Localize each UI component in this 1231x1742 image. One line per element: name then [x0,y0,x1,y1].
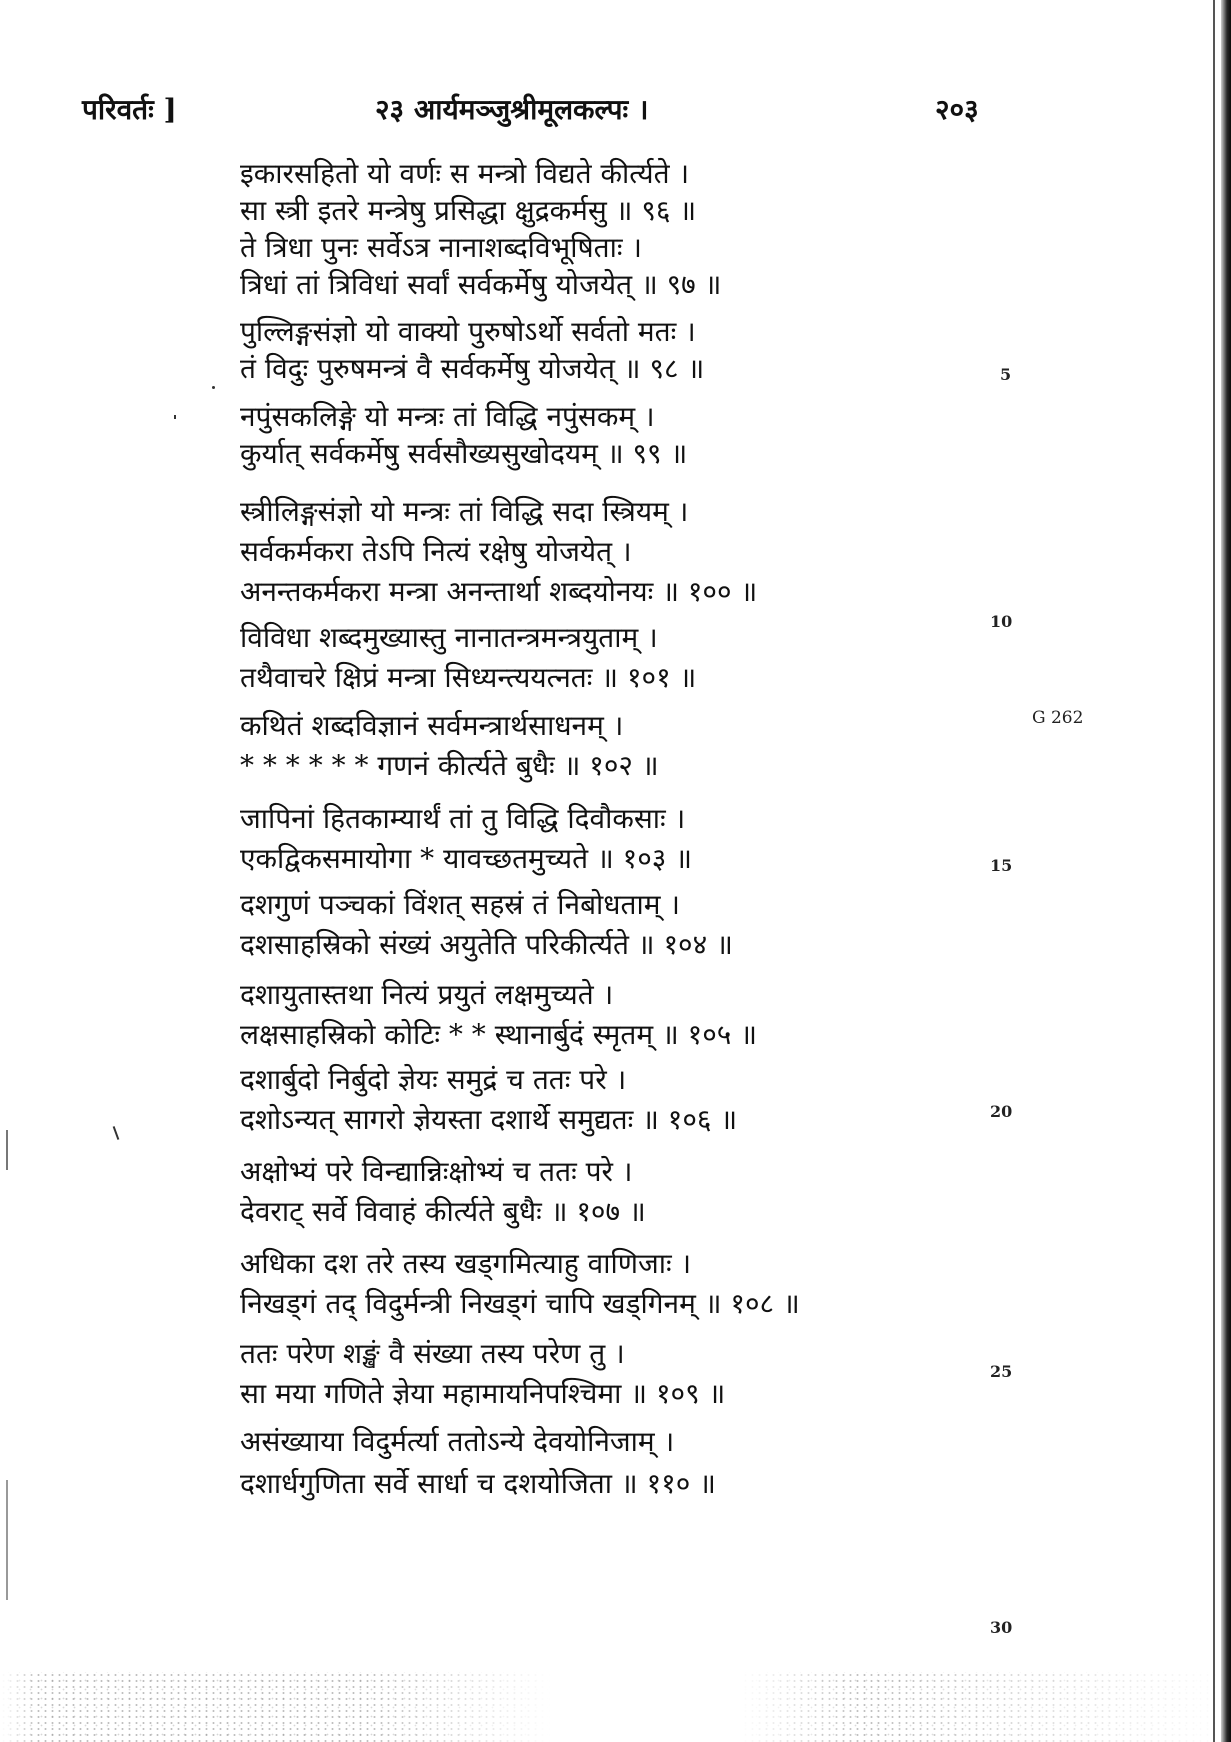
chapter-label: परिवर्तः ] [82,93,177,126]
verse-line: दशगुणं पञ्चकां विंशत् सहस्रं तं निबोधताम् । [240,888,680,921]
verse-line: देवराट् सर्वे विवाहं कीर्त्यते बुधैः ॥ १०७ ॥ [240,1195,646,1228]
verse-line: * * * * * * गणनं कीर्त्यते बुधैः ॥ १०२ ॥ [240,749,659,782]
verse-line: एकद्विकसमायोगा * यावच्छतमुच्यते ॥ १०३ ॥ [240,842,692,875]
binding-edge [1221,0,1231,1742]
verse-line: दशार्बुदो निर्बुदो ज्ञेयः समुद्रं च ततः परे । [240,1063,627,1096]
running-header [0,90,1231,134]
verse-line: तथैवाचरे क्षिप्रं मन्त्रा सिध्यन्त्ययत्नतः ॥ १०१ ॥ [240,661,697,694]
margin-line-number: 5 [1000,365,1012,384]
margin-line-number: 20 [990,1102,1013,1121]
scan-noise [0,1672,1231,1742]
verse-line: सा मया गणिते ज्ञेया महामायनिपश्चिमा ॥ १०९ ॥ [240,1377,726,1410]
scan-speck [113,1126,120,1140]
verse-line: स्त्रीलिङ्गसंज्ञो यो मन्त्रः तां विद्धि सदा स्त्रियम् । [240,495,689,528]
verse-line: पुल्लिङ्गसंज्ञो यो वाक्यो पुरुषोऽर्थो सर्वतो मतः । [240,315,696,348]
verse-line: अधिका दश तरे तस्य खड्गमित्याहु वाणिजाः । [240,1247,692,1280]
scan-speck [212,386,215,389]
verse-line: विविधा शब्दमुख्यास्तु नानातन्त्रमन्त्रयुताम् । [240,621,658,654]
margin-reference: G 262 [1032,708,1084,728]
verse-line: दशसाहस्रिको संख्यं अयुतेति परिकीर्त्यते ॥ १०४ ॥ [240,928,733,961]
verse-line: जापिनां हितकाम्यार्थं तां तु विद्धि दिवौकसाः । [240,802,686,835]
verse-line: दशोऽन्यत् सागरो ज्ञेयस्ता दशार्थे समुद्यतः ॥ १०६ ॥ [240,1103,738,1136]
margin-line-number: 10 [990,612,1013,631]
verse-line: निखड्गं तद् विदुर्मन्त्री निखड्गं चापि खड्गिनम् ॥ १०८ ॥ [240,1287,800,1320]
verse-line: कुर्यात् सर्वकर्मेषु सर्वसौख्यसुखोदयम् ॥ ९९ ॥ [240,437,688,470]
scan-speck [174,415,176,419]
scan-speck [6,1480,8,1600]
verse-line: सर्वकर्मकरा तेऽपि नित्यं रक्षेषु योजयेत् । [240,535,632,568]
verse-line: असंख्याया विदुर्मर्त्या ततोऽन्ये देवयोनिजाम् । [240,1425,675,1458]
margin-line-number: 15 [990,856,1013,875]
verse-line: नपुंसकलिङ्गे यो मन्त्रः तां विद्धि नपुंसकम् । [240,400,655,433]
page-number: २०३ [935,93,979,126]
verse-line: लक्षसाहस्रिको कोटिः * * स्थानार्बुदं स्मृतम् ॥ १०५ ॥ [240,1018,757,1051]
verse-line: दशार्धगुणिता सर्वे सार्धा च दशयोजिता ॥ ११० ॥ [240,1467,716,1500]
binding-line [1213,0,1215,1742]
verse-line: अनन्तकर्मकरा मन्त्रा अनन्तार्था शब्दयोनयः ॥ १०० ॥ [240,575,758,608]
verse-line: दशायुतास्तथा नित्यं प्रयुतं लक्षमुच्यते । [240,978,614,1011]
page-title: २३ आर्यमञ्जुश्रीमूलकल्पः । [375,93,649,126]
verse-line: इकारसहितो यो वर्णः स मन्त्रो विद्यते कीर्त्यते । [240,157,690,190]
margin-line-number: 25 [990,1362,1013,1381]
scan-speck [6,1130,8,1170]
margin-line-number: 30 [990,1618,1013,1637]
verse-line: कथितं शब्दविज्ञानं सर्वमन्त्रार्थसाधनम् । [240,709,624,742]
verse-line: ते त्रिधा पुनः सर्वेऽत्र नानाशब्दविभूषिताः । [240,231,643,264]
verse-line: अक्षोभ्यं परे विन्द्यान्निःक्षोभ्यं च ततः परे । [240,1155,633,1188]
verse-line: ततः परेण शङ्खं वै संख्या तस्य परेण तु । [240,1337,625,1370]
verse-line: सा स्त्री इतरे मन्त्रेषु प्रसिद्धा क्षुद्रकर्मसु ॥ ९६ ॥ [240,194,697,227]
verse-line: त्रिधां तां त्रिविधां सर्वां सर्वकर्मेषु योजयेत् ॥ ९७ ॥ [240,268,722,301]
verse-line: तं विदुः पुरुषमन्त्रं वै सर्वकर्मेषु योजयेत् ॥ ९८ ॥ [240,352,705,385]
